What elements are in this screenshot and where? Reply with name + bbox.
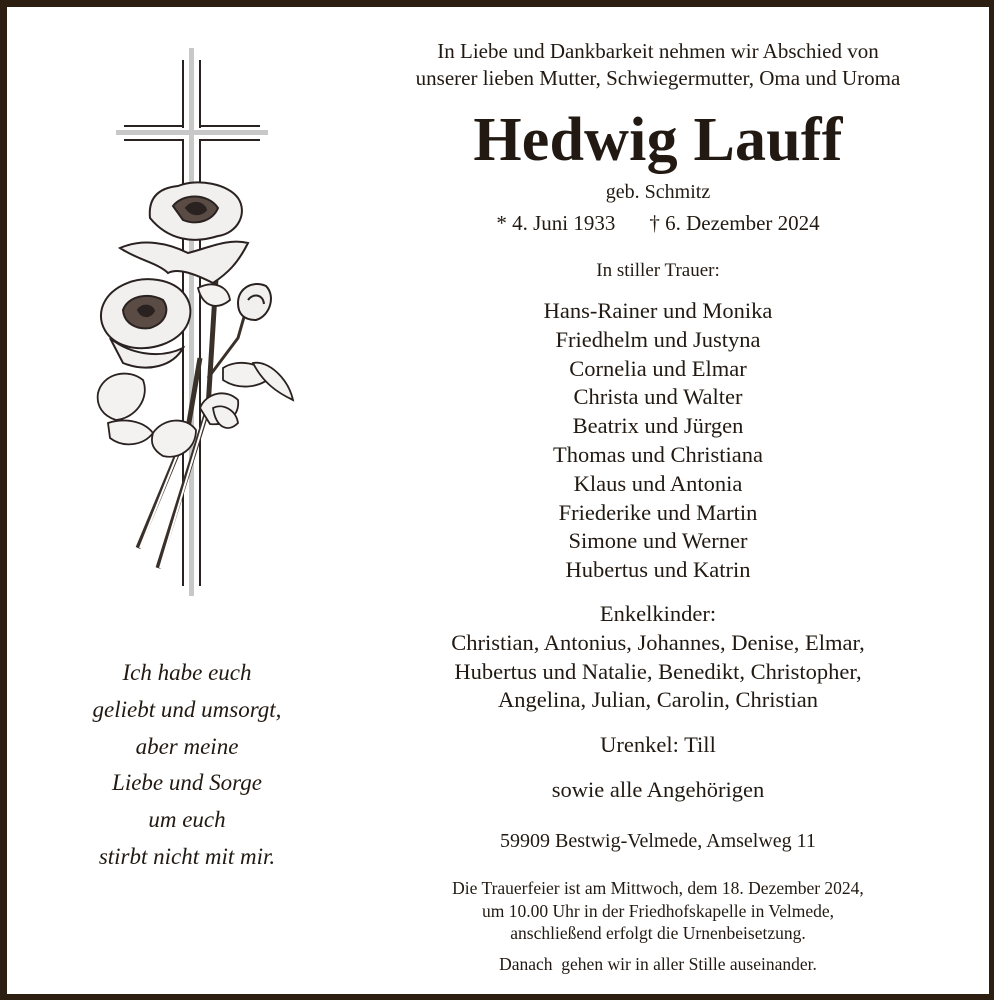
family-member: Klaus und Antonia (573, 470, 743, 496)
mourning-label: In stiller Trauer: (596, 260, 720, 281)
family-member: Beatrix und Jürgen (572, 413, 744, 439)
grandchildren-label: Enkelkinder: (599, 601, 717, 626)
poem-line: Ich habe euch (122, 660, 252, 685)
ceremony-line: anschließend erfolgt die Urnenbeisetzung. (510, 923, 806, 943)
grandchildren-line: Angelina, Julian, Carolin, Christian (498, 687, 818, 713)
poem-line: aber meine (135, 733, 239, 759)
closing-text: Danach gehen wir in aller Stille auseinander. (499, 954, 817, 974)
poem-line: geliebt und umsorgt, (92, 696, 282, 722)
address: 59909 Bestwig-Velmede, Amselweg 11 (500, 830, 816, 852)
poem (60, 655, 314, 876)
life-dates (378, 209, 938, 237)
cross-with-roses-icon (88, 48, 298, 596)
ceremony-line: um 10.00 Uhr in der Friedhofskapelle in Velmede, (481, 900, 835, 921)
family-member: Cornelia und Elmar (569, 355, 747, 381)
intro-line: In Liebe und Dankbarkeit nehmen wir Abschied von (437, 39, 879, 63)
family-list (378, 297, 938, 585)
deceased-name: Hedwig Lauff (473, 106, 843, 174)
birth-date: * 4. Juni 1933 (496, 211, 616, 235)
poem-line: Liebe und Sorge (112, 770, 262, 796)
intro-text (378, 38, 938, 92)
intro-line: unserer lieben Mutter, Schwiegermutter, Oma und Uroma (415, 66, 901, 90)
death-date: † 6. Dezember 2024 (649, 211, 820, 235)
family-member: Friederike und Martin (558, 499, 758, 525)
family-member: Christa und Walter (573, 384, 743, 410)
family-member: Hans-Rainer und Monika (543, 298, 773, 323)
relatives: sowie alle Angehörigen (551, 777, 765, 802)
maiden-name: geb. Schmitz (605, 181, 711, 203)
ceremony-line: Die Trauerfeier ist am Mittwoch, dem 18. Dezember 2024, (452, 878, 864, 898)
family-member: Hubertus und Katrin (565, 557, 751, 583)
ceremony-info (378, 877, 938, 945)
poem-line: um euch (148, 807, 226, 833)
grandchildren-line: Hubertus und Natalie, Benedikt, Christopher, (454, 658, 862, 684)
family-member: Simone und Werner (568, 528, 748, 554)
great-grandchildren: Urenkel: Till (600, 732, 716, 757)
family-member: Friedhelm und Justyna (555, 326, 761, 352)
poem-line: stirbt nicht mit mir. (98, 843, 276, 869)
family-member: Thomas und Christiana (553, 441, 763, 467)
grandchildren-line: Christian, Antonius, Johannes, Denise, Elmar, (451, 629, 865, 655)
grandchildren (378, 600, 938, 715)
